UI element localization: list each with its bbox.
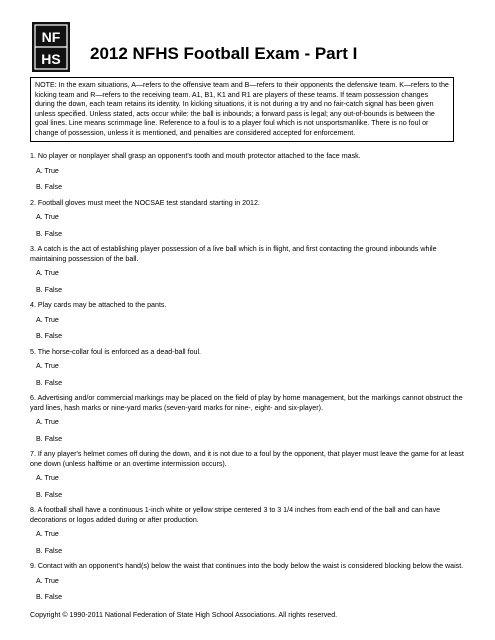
question-text: 8. A football shall have a continuous 1-inch white or yellow stripe centered 3 to 3 1/4 inches from each end of the ball and can have decorations or logos added during or after production. [30, 506, 441, 524]
answer-option-false[interactable]: B. False [36, 183, 63, 191]
answer-option-true[interactable]: A. True [36, 315, 59, 324]
nfhs-logo [32, 22, 70, 72]
answer-option-true[interactable]: A. True [36, 213, 59, 221]
question-item [30, 562, 470, 603]
answer-option-true[interactable]: A. True [36, 269, 59, 277]
answer-option-false[interactable]: B. False [36, 434, 63, 443]
question-item [30, 301, 470, 342]
question-text: 5. The horse-collar foul is enforced as a dead-ball foul. [30, 347, 202, 356]
question-text: 1. No player or nonplayer shall grasp an opponent's tooth and mouth protector attached to the face mask. [30, 152, 361, 160]
answer-option-false[interactable]: B. False [36, 285, 63, 294]
question-text: 4. Play cards may be attached to the pants. [30, 301, 167, 309]
question-item [30, 199, 470, 240]
answer-option-false[interactable]: B. False [36, 229, 63, 238]
svg-text:HS: HS [41, 51, 61, 67]
page-title: 2012 NFHS Football Exam - Part I [90, 44, 358, 63]
answer-option-true[interactable]: A. True [36, 474, 59, 482]
question-item [30, 348, 470, 389]
answer-option-false[interactable]: B. False [36, 332, 63, 340]
question-item [30, 506, 470, 556]
question-text: 9. Contact with an opponent's hand(s) below the waist that continues into the body below the waist is considered blocking below the waist. [30, 562, 464, 570]
answer-option-false[interactable]: B. False [36, 378, 63, 387]
answer-option-true[interactable]: A. True [36, 166, 59, 175]
question-text: 7. If any player's helmet comes off during the down, and it is not due to a foul by the opponent, that player must leave the game for at least one down (unless halftime or an overtime intermission occurs). [30, 450, 464, 468]
question-item [30, 245, 470, 295]
question-item [30, 152, 470, 193]
svg-text:NF: NF [41, 29, 61, 45]
question-list [30, 152, 470, 603]
answer-option-false[interactable]: B. False [36, 490, 63, 499]
answer-option-false[interactable]: B. False [36, 546, 63, 555]
question-text: 6. Advertising and/or commercial markings may be placed on the field of play by home management, but the markings cannot obstruct the yard lines, hash marks or nine-yard marks (seven-yard marks for nine-, eight- and six-player). [30, 394, 463, 412]
question-text: 2. Football gloves must meet the NOCSAE test standard starting in 2012. [30, 198, 260, 207]
exam-note: NOTE: In the exam situations, A—refers to the offensive team and B—refers to their opponents the defensive team. K—refers to the kicking team and R—refers to the receiving team. A1, B1, K1 and R1 are players of these teams. If team possession changes during the down, each team retains its identity. In kicking situations, it is not during a try and no fair-catch signal has been given unless specified. Unless stated, acts occur while: the ball is inbounds; a forward pass is legal; any out-of-bounds is between the goal lines. Line means scrimmage line. Reference to a foul is to a player foul which is not unsportsmanlike. There is no foul or change of possession, unless it is mentioned, and penalties are considered accepted for enforcement. [30, 77, 454, 142]
answer-option-false[interactable]: B. False [36, 593, 63, 601]
question-text: 3. A catch is the act of establishing player possession of a live ball which is in flight, and first contacting the ground inbounds while maintaining possession of the ball. [30, 245, 437, 263]
answer-option-true[interactable]: A. True [36, 418, 59, 426]
answer-option-true[interactable]: A. True [36, 362, 59, 370]
question-item [30, 394, 470, 444]
answer-option-true[interactable]: A. True [36, 530, 59, 538]
answer-option-true[interactable]: A. True [36, 576, 59, 585]
question-item [30, 450, 470, 500]
copyright-footer: Copyright © 1990-2011 National Federation of State High School Associations. All rights reserved. [30, 611, 338, 619]
